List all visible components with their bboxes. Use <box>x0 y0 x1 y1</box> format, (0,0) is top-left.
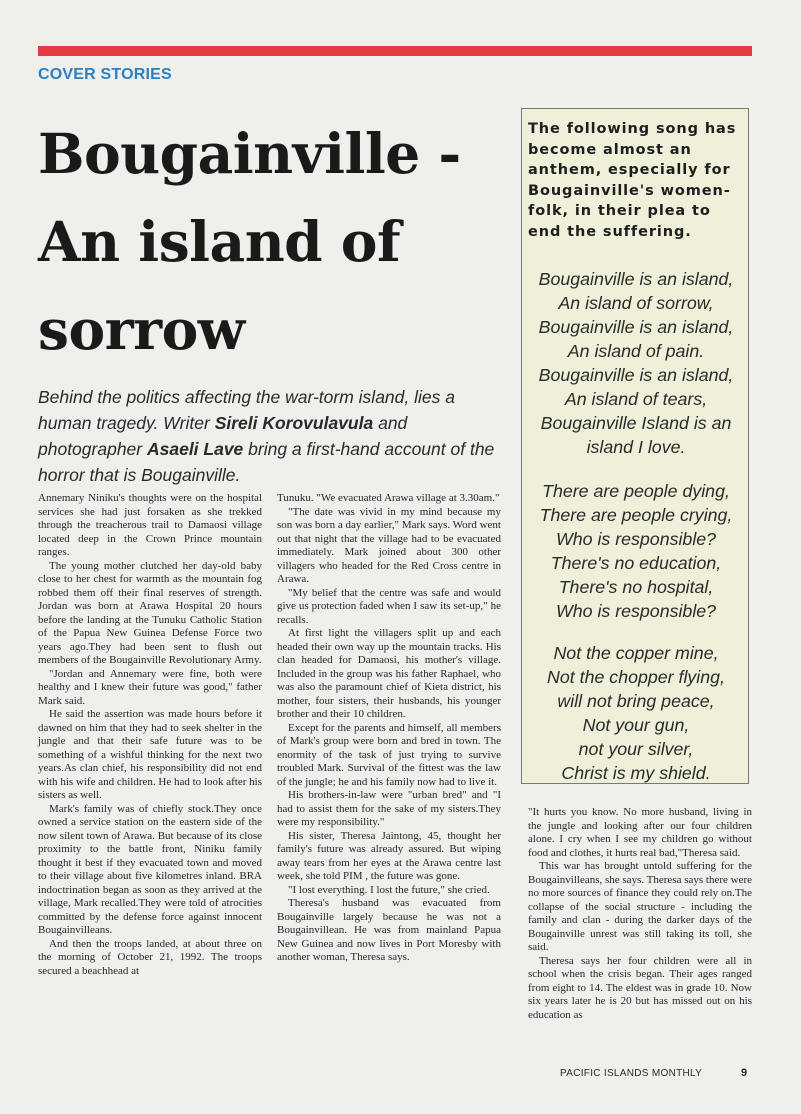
paragraph: Mark's family was of chiefly stock.They once owned a service station on the eastern side of the now silent town of Arawa. But because of its close proximity to the battle front, Niniku family thought it best if they evacuated town and moved to their village about five kilometres inland. BRA indoctrination began as soon as they arrived at the village, Mark recalled.They were told of atrocities committed by the defense force against innocent Bougainvilleans. <box>38 802 262 936</box>
song-line: There are people dying, <box>542 481 730 501</box>
song-line: will not bring peace, <box>557 691 715 711</box>
song-line: island I love. <box>586 437 686 457</box>
song-line: Bougainville is an island, <box>538 317 734 337</box>
headline-line: sorrow <box>38 297 245 362</box>
page-number: 9 <box>741 1067 748 1079</box>
headline-line: Bougainville - <box>38 121 461 186</box>
paragraph: "Jordan and Annemary were fine, both were healthy and I knew their future was good," father Mark said. <box>38 667 262 707</box>
song-line: Bougainville is an island, <box>538 365 734 385</box>
song-line: There are people crying, <box>539 505 733 525</box>
paragraph: "It hurts you know. No more husband, living in the jungle and looking after our four children alone. I cry when I see my children go without food and clothes, it hurts real bad,"Theresa said. <box>528 806 752 859</box>
writer-name: Sireli Korovulavula <box>214 413 374 433</box>
standfirst-text: Behind the politics affecting the war-torm island, lies a human tragedy. Writer <box>38 387 455 433</box>
paragraph: "The date was vivid in my mind because my son was born a day earlier," Mark says. Word went out that night that the village had to be evacuated immediately. Mark joined about 300 other villagers who headed for the Red Cross centre in Arawa. <box>277 505 501 585</box>
paragraph: "I lost everything. I lost the future," she cried. <box>288 883 490 896</box>
publication-name: PACIFIC ISLANDS MONTHLY <box>560 1068 703 1079</box>
paragraph: Theresa's husband was evacuated from Bougainville largely because he was not a Bougainvillean. He was from mainland Papua New Guinea and now lives in Port Moresby with another woman, Theresa says. <box>277 897 501 963</box>
song-line: An island of pain. <box>567 341 705 361</box>
song-line: There's no education, <box>550 553 722 573</box>
top-red-rule <box>38 46 752 56</box>
song-line: Bougainville Island is an <box>540 413 732 433</box>
paragraph: Tunuku. "We evacuated Arawa village at 3.30am." <box>277 492 500 504</box>
body-column-3 <box>528 806 752 1022</box>
paragraph: "My belief that the centre was safe and would give us protection faded when I saw its set-up," he recalls. <box>277 586 501 626</box>
standfirst-text: and photographer <box>38 413 408 459</box>
song-line: Not the chopper flying, <box>547 667 725 687</box>
paragraph: Annemary Niniku's thoughts were on the hospital services she had just forsaken as she trekked through the treacherous trail to Damaosi village located deep in the Crown Prince mountain ranges. <box>38 492 262 558</box>
song-line: not your silver, <box>578 739 694 759</box>
song-line: An island of sorrow, <box>558 293 714 313</box>
song-sidebar <box>521 108 749 784</box>
paragraph: This war has brought untold suffering for the Bougainvilleans, she says. Theresa says there were no more sources of finance they could rely on.The collapse of the social structure - including the family and clan - during the darker days of the Bougainville unrest was still taking its toll, she said. <box>528 860 753 953</box>
paragraph: And then the troops landed, at about three on the morning of October 21, 1992. The troops secured a beachhead at <box>38 937 262 977</box>
song-line: Christ is my shield. <box>561 763 711 783</box>
song-line: Bougainville is an island, <box>538 269 734 289</box>
paragraph: Theresa says her four children were all in school when the crisis began. Their ages ranged from eight to 14. The eldest was in grade 10. Now six years later he is 20 but has missed out on his education as <box>528 954 752 1021</box>
paragraph: At first light the villagers split up and each headed their own way up the mountain tracks. His clan headed for Damaosi, his mother's village. Included in the group was his father Raphael, who was also the paramount chief of Kieta district, his mother, four sisters, their husbands, his younger brother and their 10 children. <box>277 627 501 720</box>
paragraph: His brothers-in-law were "urban bred" and "I had to assist them for the sake of my sisters.They were my responsibility." <box>277 789 501 828</box>
photographer-name: Asaeli Lave <box>146 439 244 459</box>
song-stanza-3 <box>522 641 750 785</box>
song-stanza-2 <box>522 479 750 623</box>
song-line: An island of tears, <box>564 389 708 409</box>
body-column-1 <box>38 492 262 978</box>
song-line: Who is responsible? <box>555 529 717 549</box>
paragraph: The young mother clutched her day-old baby close to her chest for warmth as the mountain fog robbed them off their final reserves of strength. Jordan was born at Arawa Hospital 20 hours before the landing at the Tunuku Catholic Station of the Papua New Guinea Defense Force two years ago.They had been sent to flush out members of the Bougainville Revolutionary Army. <box>38 559 262 666</box>
song-stanza-1 <box>522 267 750 459</box>
song-intro: The following song has become almost an anthem, especially for Bougainville's women-folk, in their plea to end the suffering. <box>528 121 737 240</box>
song-line: There's no hospital, <box>558 577 714 597</box>
paragraph: His sister, Theresa Jaintong, 45, thought her family's future was already assured. But wiping away tears from her eyes at the Arawa centre last week, she told PIM , the future was gone. <box>277 829 501 882</box>
body-column-2 <box>277 492 501 965</box>
section-label: COVER STORIES <box>38 66 172 83</box>
headline <box>38 110 508 374</box>
song-line: Not the copper mine, <box>553 643 719 663</box>
paragraph: Except for the parents and himself, all members of Mark's group were born and bred in town. The enormity of the task of just trying to survive troubled Mark. Survival of the fittest was the law of the jungle; he and his family now had to live it. <box>277 721 501 788</box>
standfirst <box>38 384 508 488</box>
paragraph: He said the assertion was made hours before it dawned on him that they had to seek shelter in the jungle and that their safe future was to be something of a wishful thinking for the next two years.As clan chief, his responsibility did not end with his wife and children. He had to look after his sisters as well. <box>38 708 262 801</box>
headline-line: An island of <box>38 209 401 274</box>
song-line: Not your gun, <box>582 715 690 735</box>
standfirst-text: bring a first-hand account of the horror that is Bougainville. <box>38 439 495 485</box>
song-line: Who is responsible? <box>555 601 717 621</box>
